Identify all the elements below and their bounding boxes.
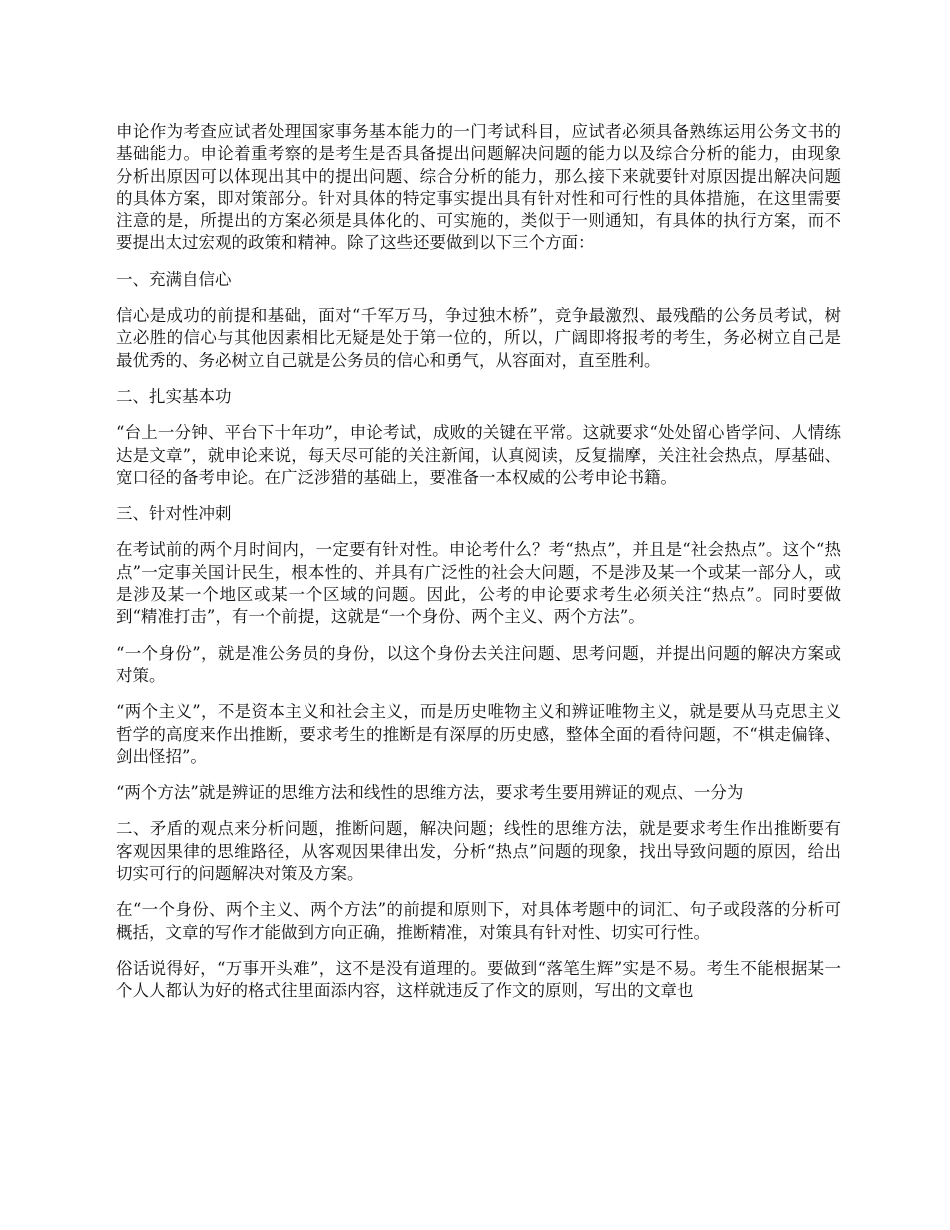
- contradiction-paragraph: 二、矛盾的观点来分析问题，推断问题，解决问题；线性的思维方法，就是要求考生作出推断要有客观因果律的思维路径，从客观因果律出发，分析“热点”问题的现象，找出导致问题的原因，给出切实可行的问题解决对策及方案。: [116, 819, 841, 884]
- confidence-paragraph: 信心是成功的前提和基础，面对“千军万马，争过独木桥”，竞争最激烈、最残酷的公务员考试，树立必胜的信心与其他因素相比无疑是处于第一位的，所以，广阔即将报考的考生，务必树立自己是最优秀的、务必树立自己就是公务员的信心和勇气，从容面对，直至胜利。: [116, 306, 841, 370]
- sprint-paragraph: 在考试前的两个月时间内，一定要有针对性。申论考什么？考“热点”，并且是“社会热点”。这个“热点”一定事关国计民生，根本性的、并具有广泛性的社会大问题，不是涉及某一个或某一部分人，或是涉及某一个地区或某一个区域的问题。因此，公考的申论要求考生必须关注“热点”。同时要做到“精准打击”，有一个前提，这就是“一个身份、两个主义、两个方法”。: [116, 540, 841, 627]
- saying-paragraph: 俗话说得好，“万事开头难”，这不是没有道理的。要做到“落笔生辉”实是不易。考生不能根据某一个人人都认为好的格式往里面添内容，这样就违反了作文的原则，写出的文章也: [116, 958, 841, 1001]
- section-heading-sprint: 三、针对性冲刺: [116, 504, 232, 524]
- two-isms-paragraph: “两个主义”，不是资本主义和社会主义，而是历史唯物主义和辨证唯物主义，就是要从马克思主义哲学的高度来作出推断，要求考生的推断是有深厚的历史感，整体全面的看待问题，不“棋走偏锋、剑出怪招”。: [116, 702, 841, 766]
- section-heading-fundamentals: 二、扎实基本功: [116, 386, 232, 406]
- principles-paragraph: 在“一个身份、两个主义、两个方法”的前提和原则下，对具体考题中的词汇、句子或段落的分析可概括，文章的写作才能做到方向正确，推断精准，对策具有针对性、切实可行性。: [116, 900, 841, 942]
- fundamentals-paragraph: “台上一分钟、平台下十年功”，申论考试，成败的关键在平常。这就要求“处处留心皆学问、人情练达是文章”，就申论来说，每天尽可能的关注新闻，认真阅读，反复揣摩，关注社会热点，厚基础、宽口径的备考申论。在广泛涉猎的基础上，要准备一本权威的公考申论书籍。: [116, 423, 841, 487]
- intro-paragraph: 申论作为考查应试者处理国家事务基本能力的一门考试科目，应试者必须具备熟练运用公务文书的基础能力。申论着重考察的是考生是否具备提出问题解决问题的能力以及综合分析的能力，由现象分析出原因可以体现出其中的提出问题、综合分析的能力，那么接下来就要针对原因提出解决问题的具体方案，即对策部分。针对具体的特定事实提出具有针对性和可行性的具体措施，在这里需要注意的是，所提出的方案必须是具体化的、可实施的，类似于一则通知，有具体的执行方案，而不要提出太过宏观的政策和精神。除了这些还要做到以下三个方面：: [116, 122, 841, 253]
- one-identity-paragraph: “一个身份”，就是准公务员的身份，以这个身份去关注问题、思考问题，并提出问题的解决方案或对策。: [116, 643, 841, 685]
- two-methods-paragraph: “两个方法”就是辨证的思维方法和线性的思维方法，要求考生要用辨证的观点、一分为: [116, 783, 744, 803]
- document-body: [116, 121, 841, 1017]
- section-heading-confidence: 一、充满自信心: [116, 269, 232, 289]
